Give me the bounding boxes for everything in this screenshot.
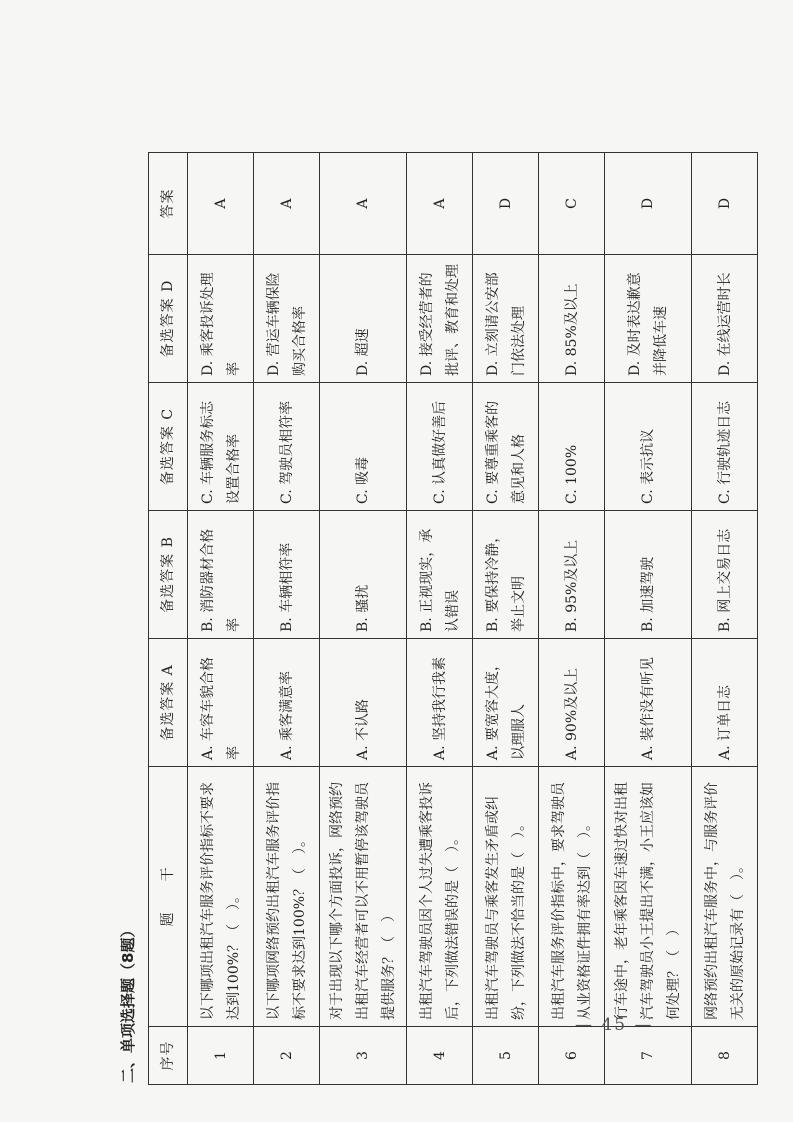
table-row [320,153,407,1085]
option-d: D. 85%及以上 [539,255,605,383]
option-a: A. 乘客满意率 [254,639,320,767]
question-table [148,152,758,1085]
table-row [605,153,692,1085]
question-stem: 网络预约出租汽车服务中，与服务评价无关的原始记录有（ ）。 [692,767,758,1027]
option-b: B. 95%及以上 [539,511,605,639]
option-b: B. 加速驾驶 [605,511,692,639]
question-stem: 行车途中，老年乘客因车速过快对出租汽车驾驶员小王提出不满，小王应该如何处理？（ ） [605,767,692,1027]
question-number: 1 [188,1027,254,1085]
option-d: D. 在线运营时长 [692,255,758,383]
option-a: A. 不认路 [320,639,407,767]
page-number: — 45 — [575,1015,654,1035]
answer: D [605,153,692,255]
header-answer: 答案 [149,153,188,255]
question-stem: 以下哪项出租汽车服务评价指标不要求达到100%？（ ）。 [188,767,254,1027]
answer: D [473,153,539,255]
option-d: D. 乘客投诉处理率 [188,255,254,383]
table-row [539,153,605,1085]
option-c: C. 表示抗议 [605,383,692,511]
question-number: 6 [539,1027,605,1085]
option-c: C. 行驶轨迹日志 [692,383,758,511]
answer: A [188,153,254,255]
option-c: C. 认真做好善后 [407,383,473,511]
option-c: C. 车辆服务标志设置合格率 [188,383,254,511]
option-a: A. 车容车貌合格率 [188,639,254,767]
header-stem: 题 干 [149,767,188,1027]
answer: C [539,153,605,255]
option-d: D. 立刻请公安部门依法处理 [473,255,539,383]
question-number: 7 [605,1027,692,1085]
question-number: 2 [254,1027,320,1085]
question-stem: 以下哪项网络预约出租汽车服务评价指标不要求达到100%？（ ）。 [254,767,320,1027]
option-c: C. 驾驶员相符率 [254,383,320,511]
option-d: D. 接受经营者的批评、教育和处理 [407,255,473,383]
option-b: B. 车辆相符率 [254,511,320,639]
option-d: D. 超速 [320,255,407,383]
option-a: A. 坚持我行我素 [407,639,473,767]
answer: D [692,153,758,255]
option-b: B. 骚扰 [320,511,407,639]
question-stem: 出租汽车服务评价指标中，要求驾驶员从业资格证件拥有率达到（ ）。 [539,767,605,1027]
question-stem: 对于出现以下哪个方面投诉，网络预约出租汽车经营者可以不用暂停该驾驶员提供服务？（ ） [320,767,407,1027]
table-header-row [149,153,188,1085]
table-row [254,153,320,1085]
option-a: A. 装作没有听见 [605,639,692,767]
header-num: 序号 [149,1027,188,1085]
option-a: A. 要宽容大度，以理服人 [473,639,539,767]
option-c: C. 吸毒 [320,383,407,511]
header-option-b: 备选答案 B [149,511,188,639]
section-title: 二、单项选择题（8题） [119,922,137,1083]
option-b: B. 正视现实，承认错误 [407,511,473,639]
rotated-page-content [108,125,768,1085]
answer: A [407,153,473,255]
question-number: 4 [407,1027,473,1085]
option-a: A. 90%及以上 [539,639,605,767]
question-stem: 出租汽车驾驶员因个人过失遭乘客投诉后，下列做法错误的是（ ）。 [407,767,473,1027]
option-b: B. 消防器材合格率 [188,511,254,639]
question-number: 5 [473,1027,539,1085]
option-b: B. 网上交易日志 [692,511,758,639]
header-option-a: 备选答案 A [149,639,188,767]
table-row [692,153,758,1085]
option-d: D. 营运车辆保险购买合格率 [254,255,320,383]
option-a: A. 订单日志 [692,639,758,767]
question-number: 8 [692,1027,758,1085]
answer: A [254,153,320,255]
question-stem: 出租汽车驾驶员与乘客发生矛盾或纠纷，下列做法不恰当的是（ ）。 [473,767,539,1027]
option-d: D. 及时表达歉意并降低车速 [605,255,692,383]
table-row [188,153,254,1085]
header-option-d: 备选答案 D [149,255,188,383]
option-c: C. 100% [539,383,605,511]
table-row [473,153,539,1085]
option-b: B. 要保持冷静，举止文明 [473,511,539,639]
option-c: C. 要尊重乘客的意见和人格 [473,383,539,511]
question-number: 3 [320,1027,407,1085]
table-row [407,153,473,1085]
answer: A [320,153,407,255]
header-option-c: 备选答案 C [149,383,188,511]
